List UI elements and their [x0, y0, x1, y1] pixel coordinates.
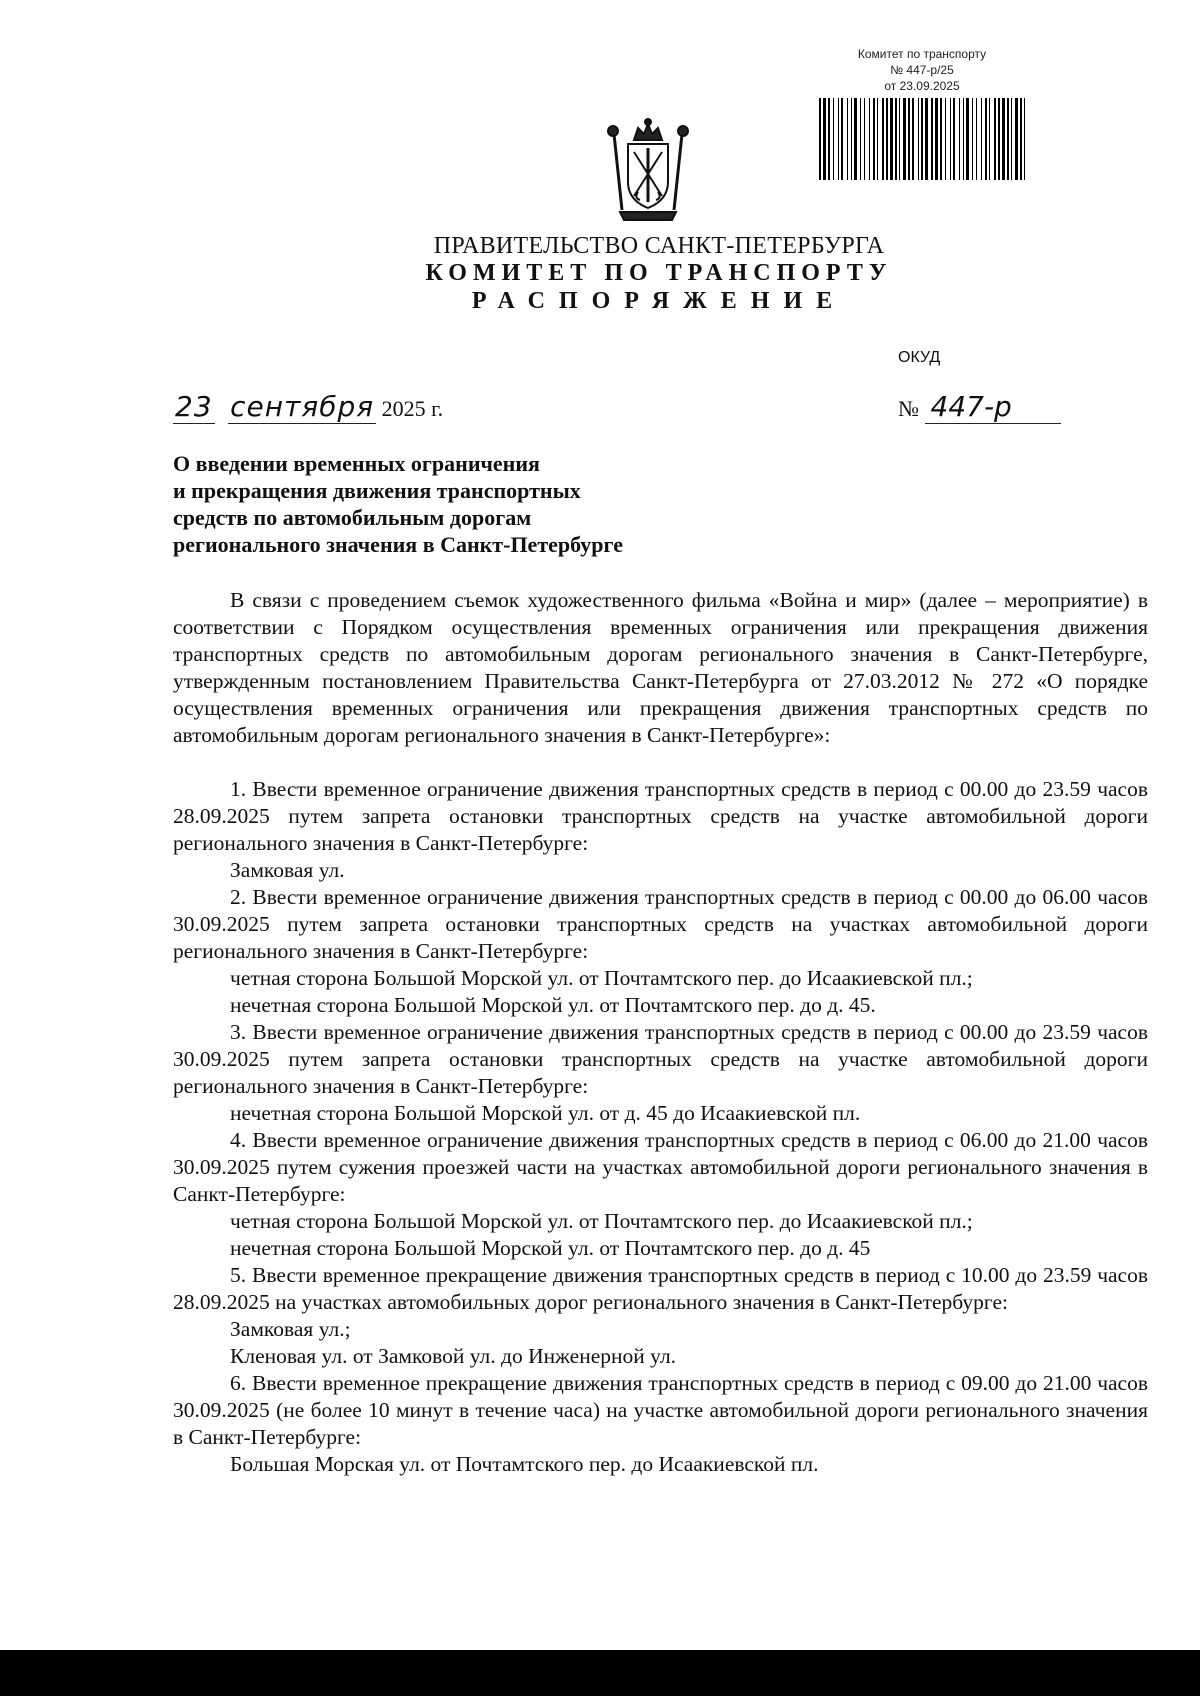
barcode-bar [873, 98, 875, 180]
barcode-bar [921, 98, 923, 180]
barcode-bar [963, 98, 964, 180]
barcode-bar [981, 98, 982, 180]
barcode-bar [950, 98, 951, 180]
item-2-location: нечетная сторона Большой Морской ул. от Почтамтского пер. до д. 45. [230, 993, 876, 1017]
barcode-bar [931, 98, 933, 180]
item-2: 2. Ввести временное ограничение движения транспортных средств в период с 00.00 до 06.00 часов 30.09.2025 путем запрета остановки транспортных средств на участках автомобильной дороги регионального значения в Санкт-Петербурге: [173, 885, 1148, 963]
item-3-location: нечетная сторона Большой Морской ул. от д. 45 до Исаакиевской пл. [230, 1101, 861, 1125]
barcode-bar [972, 98, 973, 180]
committee-heading: КОМИТЕТ ПО ТРАНСПОРТУ [425, 260, 893, 286]
title-line: средств по автомобильным дорогам [173, 505, 532, 530]
barcode-bar [945, 98, 946, 180]
document-date [173, 390, 443, 423]
document-number [898, 390, 1061, 424]
item-4: 4. Ввести временное ограничение движения транспортных средств в период с 06.00 до 21.00 часов 30.09.2025 путем сужения проезжей части на участках автомобильной дороги регионального значения в Санкт-Петербурге: [173, 1128, 1148, 1206]
document-type-heading: РАСПОРЯЖЕНИЕ [471, 288, 847, 314]
barcode-bar [925, 98, 928, 180]
barcode-bar [1015, 98, 1018, 180]
barcode-bar [847, 98, 848, 180]
barcode-bar [886, 98, 888, 180]
barcode-bar [935, 98, 938, 180]
barcode-bar [854, 98, 857, 180]
barcode-bar [851, 98, 852, 180]
item-5: 5. Ввести временное прекращение движения транспортных средств в период с 10.00 до 23.59 часов 28.09.2025 на участках автомобильных дорог регионального значения в Санкт-Петербурге: [173, 1263, 1148, 1314]
item-5-location: Кленовая ул. от Замковой ул. до Инженерной ул. [230, 1344, 677, 1368]
okud-label: ОКУД [898, 349, 941, 366]
number-value: 447-р [925, 390, 1061, 424]
barcode-bar [841, 98, 843, 180]
item-1: 1. Ввести временное ограничение движения транспортных средств в период с 00.00 до 23.59 часов 28.09.2025 путем запрета остановки транспортных средств на участке автомобильной дороги регионального значения в Санкт-Петербурге: [173, 777, 1148, 855]
barcode-bar [998, 98, 1000, 180]
barcode-bar [989, 98, 990, 180]
barcode-bar [959, 98, 960, 180]
barcode-bar [869, 98, 870, 180]
barcode-bar [966, 98, 969, 180]
barcode-bar [903, 98, 906, 180]
date-day: 23 [175, 390, 213, 423]
barcode-bar [994, 98, 996, 180]
barcode-bar [918, 98, 919, 180]
barcode-bar [882, 98, 884, 180]
barcode-bar [864, 98, 865, 180]
title-line: и прекращения движения транспортных [173, 478, 581, 503]
item-1-location: Замковая ул. [230, 858, 345, 882]
barcode-bar [940, 98, 942, 180]
date-month: сентября [230, 390, 375, 423]
barcode-bar [1011, 98, 1012, 180]
item-4-location: нечетная сторона Большой Морской ул. от Почтамтского пер. до д. 45 [230, 1236, 871, 1260]
barcode-bar [838, 98, 839, 180]
barcode-bar [877, 98, 878, 180]
document-title [173, 450, 623, 558]
government-heading: ПРАВИТЕЛЬСТВО САНКТ-ПЕТЕРБУРГА [433, 233, 885, 259]
scan-bottom-border [0, 1650, 1200, 1696]
barcode-bar [953, 98, 955, 180]
barcode-bar [985, 98, 987, 180]
barcode-bar [976, 98, 977, 180]
barcode-bar [912, 98, 914, 180]
item-6-location: Большая Морская ул. от Почтамтского пер. до Исаакиевской пл. [230, 1452, 819, 1476]
barcode-bar [895, 98, 897, 180]
stamp-organization: Комитет по транспорту [857, 47, 987, 61]
barcode-bar [833, 98, 834, 180]
barcode-bar [1007, 98, 1009, 180]
barcode-bar [1024, 98, 1025, 180]
item-2-location: четная сторона Большой Морской ул. от Почтамтского пер. до Исаакиевской пл.; [230, 966, 973, 990]
title-line: О введении временных ограничения [173, 451, 540, 476]
item-5-location: Замковая ул.; [230, 1317, 351, 1341]
barcode-bar [1002, 98, 1005, 180]
barcode-bar [823, 98, 826, 180]
number-prefix: № [898, 396, 919, 421]
barcode-bar [828, 98, 830, 180]
item-3: 3. Ввести временное ограничение движения транспортных средств в период с 00.00 до 23.59 часов 30.09.2025 путем запрета остановки транспортных средств на участке автомобильной дороги регионального значения в Санкт-Петербурге: [173, 1020, 1148, 1098]
barcode-bar [899, 98, 900, 180]
stamp-date: от 23.09.2025 [884, 79, 960, 93]
barcode-bar [890, 98, 893, 180]
saint-petersburg-coat-of-arms-icon [598, 118, 698, 222]
title-line: регионального значения в Санкт-Петербурге [173, 532, 623, 557]
barcode-bar [1020, 98, 1022, 180]
document-body [173, 587, 1148, 1478]
stamp-number: № 447-р/25 [890, 63, 954, 77]
barcode-bar [908, 98, 910, 180]
registration-stamp [812, 46, 1032, 185]
barcode-icon [819, 98, 1025, 180]
preamble-paragraph: В связи с проведением съемок художественного фильма «Война и мир» (далее – мероприятие) в соответствии с Порядком осуществления временных ограничения или прекращения движения транспортных средств по автомобильным дорогам регионального значения в Санкт-Петербурге, утвержденным постановлением Правительства Санкт-Петербурга от 27.03.2012 № 272 «О порядке осуществления временных ограничения или прекращения движения транспортных средств по автомобильным дорогам регионального значения в Санкт-Петербурге»: [173, 588, 1148, 747]
item-6: 6. Ввести временное прекращение движения транспортных средств в период с 09.00 до 21.00 часов 30.09.2025 (не более 10 минут в течение часа) на участке автомобильной дороги регионального значения в Санкт-Петербурге: [173, 1371, 1148, 1449]
barcode-bar [860, 98, 861, 180]
item-4-location: четная сторона Большой Морской ул. от Почтамтского пер. до Исаакиевской пл.; [230, 1209, 973, 1233]
date-year: 2025 г. [381, 396, 444, 421]
barcode-bar [819, 98, 821, 180]
